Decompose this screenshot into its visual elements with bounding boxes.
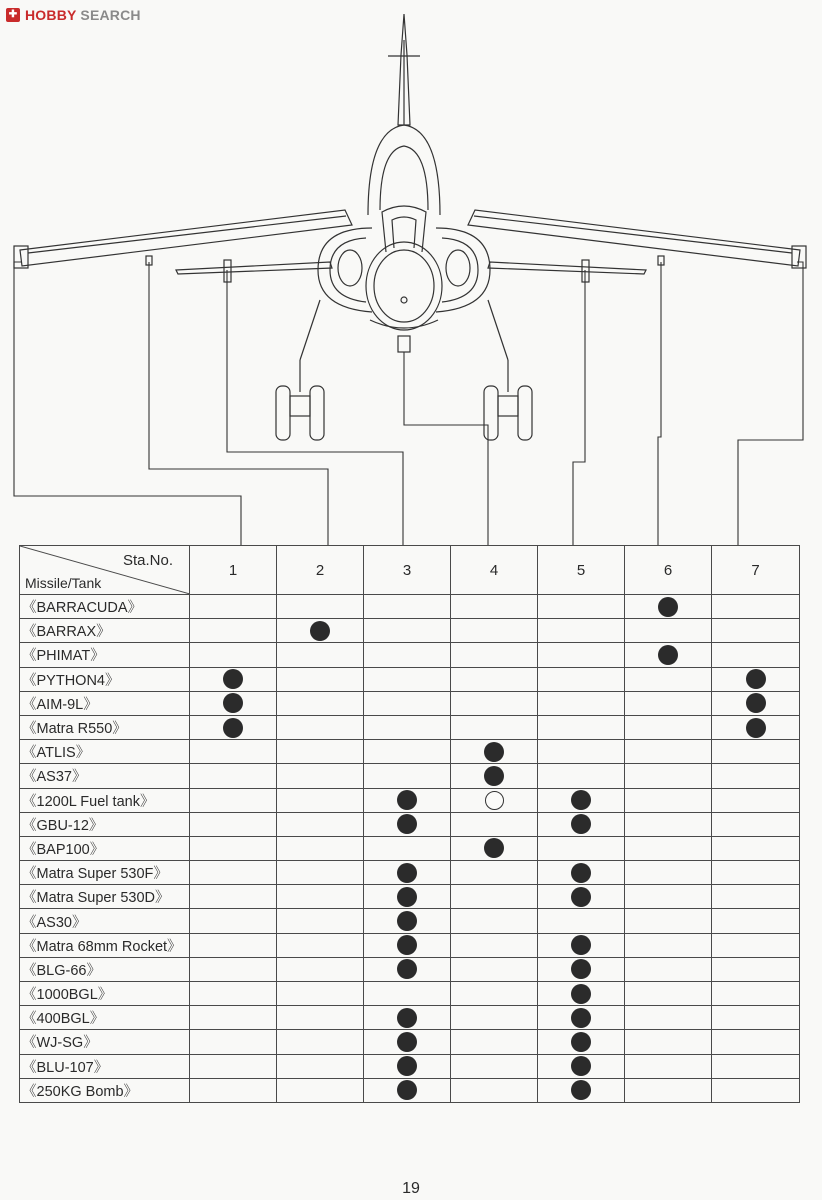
table-row bbox=[20, 933, 800, 957]
station-cell bbox=[451, 812, 538, 836]
weapon-name: 《Matra 68mm Rocket》 bbox=[20, 933, 190, 957]
station-cell bbox=[364, 595, 451, 619]
filled-dot-icon bbox=[397, 1008, 417, 1028]
station-cell bbox=[190, 861, 277, 885]
station-cell bbox=[625, 1030, 712, 1054]
station-cell bbox=[712, 595, 800, 619]
weapon-name: 《400BGL》 bbox=[20, 1006, 190, 1030]
station-cell bbox=[712, 933, 800, 957]
weapon-name: 《BLG-66》 bbox=[20, 957, 190, 981]
station-cell bbox=[538, 957, 625, 981]
station-cell bbox=[712, 691, 800, 715]
station-cell bbox=[277, 667, 364, 691]
filled-dot-icon bbox=[484, 766, 504, 786]
station-cell bbox=[712, 885, 800, 909]
weapon-loadout-table bbox=[19, 545, 800, 1103]
station-cell bbox=[364, 740, 451, 764]
station-cell bbox=[625, 1078, 712, 1102]
station-cell bbox=[364, 715, 451, 739]
station-cell bbox=[625, 933, 712, 957]
station-cell bbox=[712, 1054, 800, 1078]
watermark-brand-gray: SEARCH bbox=[80, 7, 141, 23]
table-row bbox=[20, 643, 800, 667]
station-cell bbox=[364, 788, 451, 812]
station-cell bbox=[625, 957, 712, 981]
filled-dot-icon bbox=[397, 814, 417, 834]
station-cell bbox=[538, 1054, 625, 1078]
station-cell bbox=[625, 619, 712, 643]
leader-line-station-1 bbox=[14, 262, 241, 545]
left-canard bbox=[176, 262, 332, 274]
filled-dot-icon bbox=[571, 790, 591, 810]
weapon-name: 《ATLIS》 bbox=[20, 740, 190, 764]
table-row bbox=[20, 619, 800, 643]
station-cell bbox=[190, 691, 277, 715]
station-cell bbox=[712, 1006, 800, 1030]
station-cell bbox=[538, 812, 625, 836]
station-cell bbox=[190, 1054, 277, 1078]
filled-dot-icon bbox=[658, 645, 678, 665]
station-cell bbox=[190, 643, 277, 667]
table-row bbox=[20, 812, 800, 836]
station-cell bbox=[625, 643, 712, 667]
station-cell bbox=[538, 1078, 625, 1102]
station-cell bbox=[277, 812, 364, 836]
filled-dot-icon bbox=[223, 669, 243, 689]
station-cell bbox=[712, 861, 800, 885]
station-cell bbox=[538, 740, 625, 764]
station-cell bbox=[538, 788, 625, 812]
right-main-wheel-outer bbox=[518, 386, 532, 440]
station-cell bbox=[190, 812, 277, 836]
table-row bbox=[20, 1054, 800, 1078]
station-cell bbox=[625, 885, 712, 909]
filled-dot-icon bbox=[397, 911, 417, 931]
table-row bbox=[20, 957, 800, 981]
filled-dot-icon bbox=[571, 935, 591, 955]
station-cell bbox=[364, 764, 451, 788]
station-cell bbox=[451, 715, 538, 739]
weapon-name: 《PYTHON4》 bbox=[20, 667, 190, 691]
station-cell bbox=[364, 836, 451, 860]
station-header: 5 bbox=[538, 546, 625, 595]
station-cell bbox=[277, 788, 364, 812]
station-cell bbox=[538, 836, 625, 860]
station-leader-lines bbox=[14, 262, 803, 545]
filled-dot-icon bbox=[571, 1056, 591, 1076]
weapon-name: 《Matra Super 530F》 bbox=[20, 861, 190, 885]
station-cell bbox=[625, 982, 712, 1006]
station-cell bbox=[190, 982, 277, 1006]
right-canard bbox=[488, 262, 646, 274]
station-cell bbox=[538, 933, 625, 957]
filled-dot-icon bbox=[397, 935, 417, 955]
station-cell bbox=[190, 619, 277, 643]
station-cell bbox=[712, 1030, 800, 1054]
station-cell bbox=[190, 836, 277, 860]
station-cell bbox=[712, 667, 800, 691]
station-cell bbox=[277, 1054, 364, 1078]
station-cell bbox=[364, 1054, 451, 1078]
station-cell bbox=[277, 740, 364, 764]
weapon-name: 《BLU-107》 bbox=[20, 1054, 190, 1078]
station-cell bbox=[451, 667, 538, 691]
station-cell bbox=[712, 788, 800, 812]
station-cell bbox=[451, 619, 538, 643]
station-cell bbox=[625, 909, 712, 933]
station-cell bbox=[538, 715, 625, 739]
station-cell bbox=[625, 788, 712, 812]
station-cell bbox=[625, 1006, 712, 1030]
weapon-name: 《WJ-SG》 bbox=[20, 1030, 190, 1054]
station-header: 2 bbox=[277, 546, 364, 595]
station-header: 3 bbox=[364, 546, 451, 595]
station-cell bbox=[277, 1006, 364, 1030]
station-cell bbox=[712, 715, 800, 739]
station-cell bbox=[625, 836, 712, 860]
weapon-name: 《PHIMAT》 bbox=[20, 643, 190, 667]
leader-line-station-3 bbox=[227, 270, 403, 545]
station-cell bbox=[190, 667, 277, 691]
station-cell bbox=[538, 667, 625, 691]
station-cell bbox=[451, 788, 538, 812]
station-cell bbox=[538, 861, 625, 885]
filled-dot-icon bbox=[397, 1032, 417, 1052]
station-cell bbox=[625, 595, 712, 619]
filled-dot-icon bbox=[571, 814, 591, 834]
station-cell bbox=[451, 885, 538, 909]
table-row bbox=[20, 836, 800, 860]
fuselage bbox=[318, 125, 490, 352]
station-cell bbox=[538, 885, 625, 909]
weapon-name: 《BARRACUDA》 bbox=[20, 595, 190, 619]
filled-dot-icon bbox=[658, 597, 678, 617]
table-corner-cell bbox=[20, 546, 190, 595]
station-cell bbox=[538, 1006, 625, 1030]
filled-dot-icon bbox=[571, 959, 591, 979]
station-cell bbox=[625, 667, 712, 691]
station-cell bbox=[451, 764, 538, 788]
filled-dot-icon bbox=[397, 959, 417, 979]
vertical-fin bbox=[388, 14, 420, 125]
station-cell bbox=[277, 643, 364, 667]
filled-dot-icon bbox=[484, 838, 504, 858]
weapon-name: 《AS30》 bbox=[20, 909, 190, 933]
station-cell bbox=[364, 885, 451, 909]
station-cell bbox=[625, 861, 712, 885]
table-row bbox=[20, 1078, 800, 1102]
table-row bbox=[20, 667, 800, 691]
station-cell bbox=[190, 1078, 277, 1102]
filled-dot-icon bbox=[223, 693, 243, 713]
filled-dot-icon bbox=[571, 1008, 591, 1028]
station-cell bbox=[451, 836, 538, 860]
left-main-wheel-outer bbox=[276, 386, 290, 440]
station-cell bbox=[277, 691, 364, 715]
station-cell bbox=[625, 1054, 712, 1078]
station-cell bbox=[451, 909, 538, 933]
station-cell bbox=[364, 982, 451, 1006]
station-cell bbox=[538, 982, 625, 1006]
left-main-wheel-inner bbox=[310, 386, 324, 440]
weapon-name: 《250KG Bomb》 bbox=[20, 1078, 190, 1102]
filled-dot-icon bbox=[746, 693, 766, 713]
station-cell bbox=[451, 643, 538, 667]
station-cell bbox=[277, 764, 364, 788]
filled-dot-icon bbox=[746, 718, 766, 738]
station-header: 1 bbox=[190, 546, 277, 595]
station-cell bbox=[538, 1030, 625, 1054]
station-cell bbox=[277, 595, 364, 619]
station-cell bbox=[190, 595, 277, 619]
station-header: 4 bbox=[451, 546, 538, 595]
station-header: 6 bbox=[625, 546, 712, 595]
station-cell bbox=[364, 619, 451, 643]
station-cell bbox=[277, 982, 364, 1006]
weapon-name: 《BAP100》 bbox=[20, 836, 190, 860]
weapon-name: 《BARRAX》 bbox=[20, 619, 190, 643]
station-cell bbox=[277, 885, 364, 909]
table-row bbox=[20, 740, 800, 764]
station-cell bbox=[625, 740, 712, 764]
hobbysearch-logo-icon: ✚ bbox=[6, 8, 20, 22]
station-cell bbox=[451, 933, 538, 957]
station-cell bbox=[277, 1078, 364, 1102]
station-cell bbox=[451, 957, 538, 981]
weapon-name: 《AIM-9L》 bbox=[20, 691, 190, 715]
filled-dot-icon bbox=[571, 887, 591, 907]
filled-dot-icon bbox=[397, 863, 417, 883]
weapon-name: 《1000BGL》 bbox=[20, 982, 190, 1006]
station-cell bbox=[451, 740, 538, 764]
weapon-name: 《Matra Super 530D》 bbox=[20, 885, 190, 909]
table-row bbox=[20, 788, 800, 812]
station-cell bbox=[451, 1078, 538, 1102]
station-cell bbox=[190, 764, 277, 788]
station-cell bbox=[538, 643, 625, 667]
weapon-name: 《1200L Fuel tank》 bbox=[20, 788, 190, 812]
station-cell bbox=[712, 982, 800, 1006]
station-cell bbox=[364, 1078, 451, 1102]
table-row bbox=[20, 764, 800, 788]
left-wing bbox=[20, 210, 352, 266]
leader-line-station-5 bbox=[573, 270, 585, 545]
station-cell bbox=[451, 1006, 538, 1030]
station-cell bbox=[277, 836, 364, 860]
filled-dot-icon bbox=[571, 1080, 591, 1100]
station-cell bbox=[538, 764, 625, 788]
table-body bbox=[20, 595, 800, 1103]
station-cell bbox=[364, 667, 451, 691]
station-cell bbox=[190, 909, 277, 933]
station-cell bbox=[712, 643, 800, 667]
table-row bbox=[20, 861, 800, 885]
table-row bbox=[20, 1030, 800, 1054]
station-cell bbox=[712, 836, 800, 860]
leader-line-station-7 bbox=[738, 262, 803, 545]
page-number: 19 bbox=[402, 1180, 420, 1197]
table-header-row bbox=[20, 546, 800, 595]
station-cell bbox=[190, 1030, 277, 1054]
filled-dot-icon bbox=[397, 887, 417, 907]
station-cell bbox=[364, 909, 451, 933]
station-cell bbox=[190, 740, 277, 764]
station-cell bbox=[451, 1030, 538, 1054]
leader-line-station-6 bbox=[658, 262, 661, 545]
missile-tank-label: Missile/Tank bbox=[25, 575, 102, 591]
station-cell bbox=[277, 909, 364, 933]
station-cell bbox=[712, 740, 800, 764]
station-cell bbox=[190, 1006, 277, 1030]
station-cell bbox=[712, 764, 800, 788]
station-cell bbox=[712, 909, 800, 933]
station-cell bbox=[451, 595, 538, 619]
weapon-name: 《Matra R550》 bbox=[20, 715, 190, 739]
station-cell bbox=[712, 812, 800, 836]
table-row bbox=[20, 715, 800, 739]
filled-dot-icon bbox=[397, 1056, 417, 1076]
weapon-name: 《GBU-12》 bbox=[20, 812, 190, 836]
left-air-intake bbox=[318, 228, 372, 312]
station-cell bbox=[364, 643, 451, 667]
station-cell bbox=[277, 933, 364, 957]
filled-dot-icon bbox=[746, 669, 766, 689]
station-cell bbox=[190, 715, 277, 739]
nose-cone bbox=[366, 242, 442, 330]
table-row bbox=[20, 982, 800, 1006]
station-cell bbox=[538, 619, 625, 643]
station-cell bbox=[277, 715, 364, 739]
filled-dot-icon bbox=[571, 984, 591, 1004]
station-cell bbox=[451, 1054, 538, 1078]
leader-line-station-4 bbox=[404, 352, 488, 545]
table-row bbox=[20, 909, 800, 933]
table-row bbox=[20, 691, 800, 715]
station-cell bbox=[190, 885, 277, 909]
station-cell bbox=[712, 619, 800, 643]
open-circle-icon bbox=[485, 791, 504, 810]
station-cell bbox=[451, 691, 538, 715]
station-cell bbox=[625, 812, 712, 836]
table-row bbox=[20, 885, 800, 909]
station-cell bbox=[712, 957, 800, 981]
filled-dot-icon bbox=[310, 621, 330, 641]
station-cell bbox=[451, 861, 538, 885]
station-cell bbox=[625, 715, 712, 739]
station-cell bbox=[538, 595, 625, 619]
station-cell bbox=[190, 957, 277, 981]
station-number-label: Sta.No. bbox=[122, 552, 173, 569]
station-header: 7 bbox=[712, 546, 800, 595]
station-cell bbox=[538, 691, 625, 715]
table-row bbox=[20, 1006, 800, 1030]
station-cell bbox=[190, 788, 277, 812]
right-main-wheel-inner bbox=[484, 386, 498, 440]
right-wing bbox=[468, 210, 800, 266]
station-cell bbox=[538, 909, 625, 933]
filled-dot-icon bbox=[571, 863, 591, 883]
filled-dot-icon bbox=[397, 1080, 417, 1100]
weapon-name: 《AS37》 bbox=[20, 764, 190, 788]
station-cell bbox=[364, 1006, 451, 1030]
station-cell bbox=[277, 619, 364, 643]
wings bbox=[14, 210, 806, 282]
filled-dot-icon bbox=[397, 790, 417, 810]
watermark-brand-red: HOBBY bbox=[25, 7, 77, 23]
station-cell bbox=[364, 812, 451, 836]
aircraft-front-view-illustration bbox=[0, 0, 822, 560]
filled-dot-icon bbox=[571, 1032, 591, 1052]
station-cell bbox=[625, 764, 712, 788]
station-cell bbox=[364, 861, 451, 885]
station-cell bbox=[190, 933, 277, 957]
station-cell bbox=[277, 861, 364, 885]
station-cell bbox=[712, 1078, 800, 1102]
table-row bbox=[20, 595, 800, 619]
station-cell bbox=[364, 691, 451, 715]
station-cell bbox=[451, 982, 538, 1006]
station-cell bbox=[625, 691, 712, 715]
station-cell bbox=[364, 933, 451, 957]
right-air-intake bbox=[436, 228, 490, 312]
leader-line-station-2 bbox=[149, 262, 328, 545]
station-cell bbox=[277, 1030, 364, 1054]
station-cell bbox=[277, 957, 364, 981]
station-cell bbox=[364, 1030, 451, 1054]
filled-dot-icon bbox=[223, 718, 243, 738]
station-cell bbox=[364, 957, 451, 981]
filled-dot-icon bbox=[484, 742, 504, 762]
